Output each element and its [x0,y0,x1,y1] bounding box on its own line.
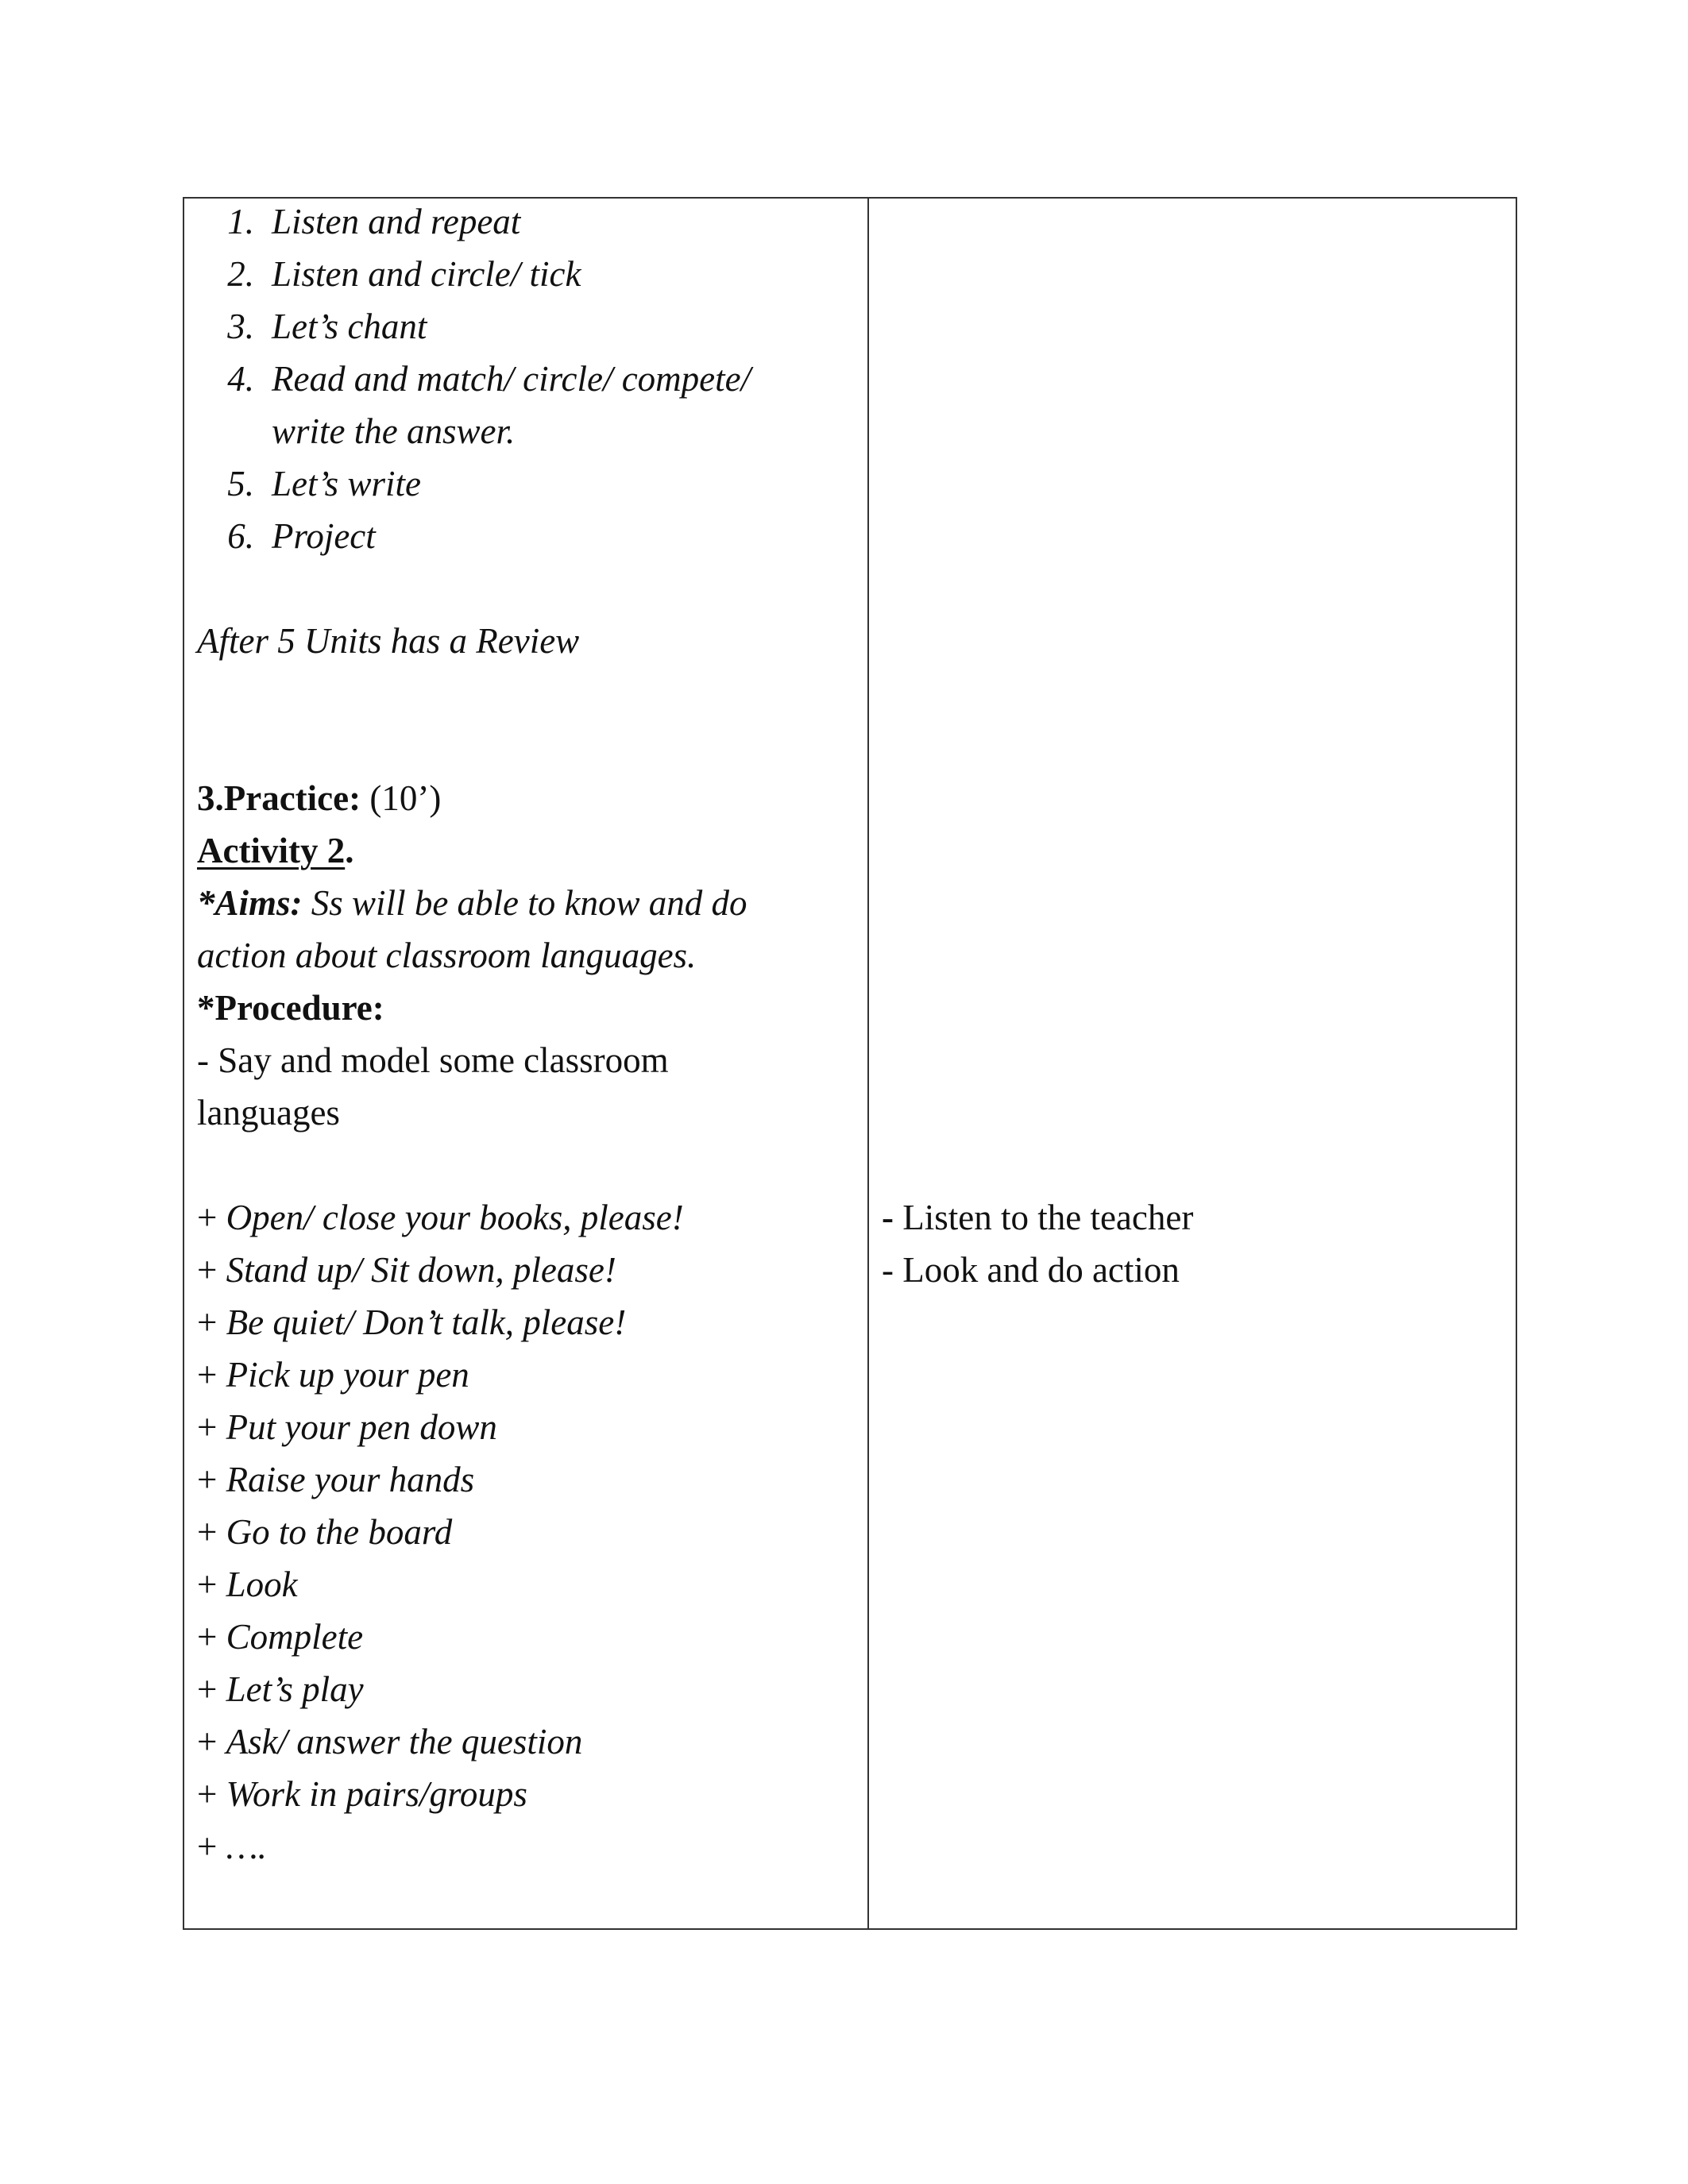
lesson-plan-table [183,197,1517,1930]
command-prefix: + [197,1355,226,1395]
aims-label: *Aims: [197,883,303,923]
procedure-line-2: languages [197,1093,340,1133]
command-text: Stand up/ Sit down, please! [226,1250,616,1290]
command-item [197,1558,298,1611]
student-action-text: Look and do action [894,1250,1180,1290]
command-prefix: + [197,1669,226,1709]
command-text: Work in pairs/groups [226,1774,527,1814]
procedure-label: *Procedure: [197,988,384,1028]
command-prefix: + [197,1722,226,1761]
practice-time: (10’) [361,778,442,818]
procedure-line: - Say and model some classroom [197,1040,669,1080]
activity-heading [197,824,353,877]
teacher-activities-column [184,199,869,1928]
activity-period: . [345,831,354,870]
dash-bullet: - [882,1198,894,1237]
command-text: Raise your hands [226,1460,475,1499]
command-item [197,1715,582,1768]
command-prefix: + [197,1460,226,1499]
command-prefix: + [197,1512,226,1552]
student-activities-column [869,199,1516,1928]
command-item [197,1244,616,1296]
command-text: Open/ close your books, please! [226,1198,684,1237]
command-prefix: + [197,1617,226,1657]
command-item [197,1820,267,1873]
student-action-line [882,1191,1193,1244]
command-text: Put your pen down [226,1407,497,1447]
command-item [197,1401,497,1453]
aims-text: Ss will be able to know and do [302,883,747,923]
step-text: Project [272,516,376,556]
command-item [197,1296,626,1349]
practice-label: 3.Practice: [197,778,361,818]
command-text: Ask/ answer the question [226,1722,583,1761]
command-item [197,1768,527,1820]
command-item [197,1349,469,1401]
command-text: Complete [226,1617,364,1657]
command-item [197,1453,474,1506]
step-number: 5. [227,464,254,504]
command-prefix: + [197,1565,226,1604]
command-prefix: + [197,1302,226,1342]
step-text: Let’s write [272,464,421,504]
command-text: …. [226,1827,267,1866]
command-prefix: + [197,1250,226,1290]
command-prefix: + [197,1407,226,1447]
step-number: 2. [227,254,254,294]
command-prefix: + [197,1774,226,1814]
activity-label: Activity 2 [197,831,346,870]
command-text: Pick up your pen [226,1355,469,1395]
step-number: 4. [227,359,254,399]
step-number: 1. [227,202,254,241]
command-item [197,1191,684,1244]
command-prefix: + [197,1827,226,1866]
student-action-text: Listen to the teacher [894,1198,1194,1237]
practice-heading [197,772,441,824]
step-text: Listen and repeat [272,202,521,241]
dash-bullet: - [882,1250,894,1290]
step-text: Let’s chant [272,307,427,346]
student-action-line [882,1244,1180,1296]
step-number: 3. [227,307,254,346]
command-text: Be quiet/ Don’t talk, please! [226,1302,627,1342]
command-text: Let’s play [226,1669,364,1709]
step-text-continuation: write the answer. [272,411,516,451]
step-text: Read and match/ circle/ compete/ [272,359,751,399]
command-text: Look [226,1565,298,1604]
review-note: After 5 Units has a Review [197,621,580,661]
command-text: Go to the board [226,1512,453,1552]
step-number: 6. [227,516,254,556]
aims-line-2: action about classroom languages. [197,936,697,975]
command-item [197,1506,452,1558]
command-item [197,1663,364,1715]
aims-line [197,877,747,929]
command-item [197,1611,363,1663]
step-text: Listen and circle/ tick [272,254,581,294]
command-prefix: + [197,1198,226,1237]
